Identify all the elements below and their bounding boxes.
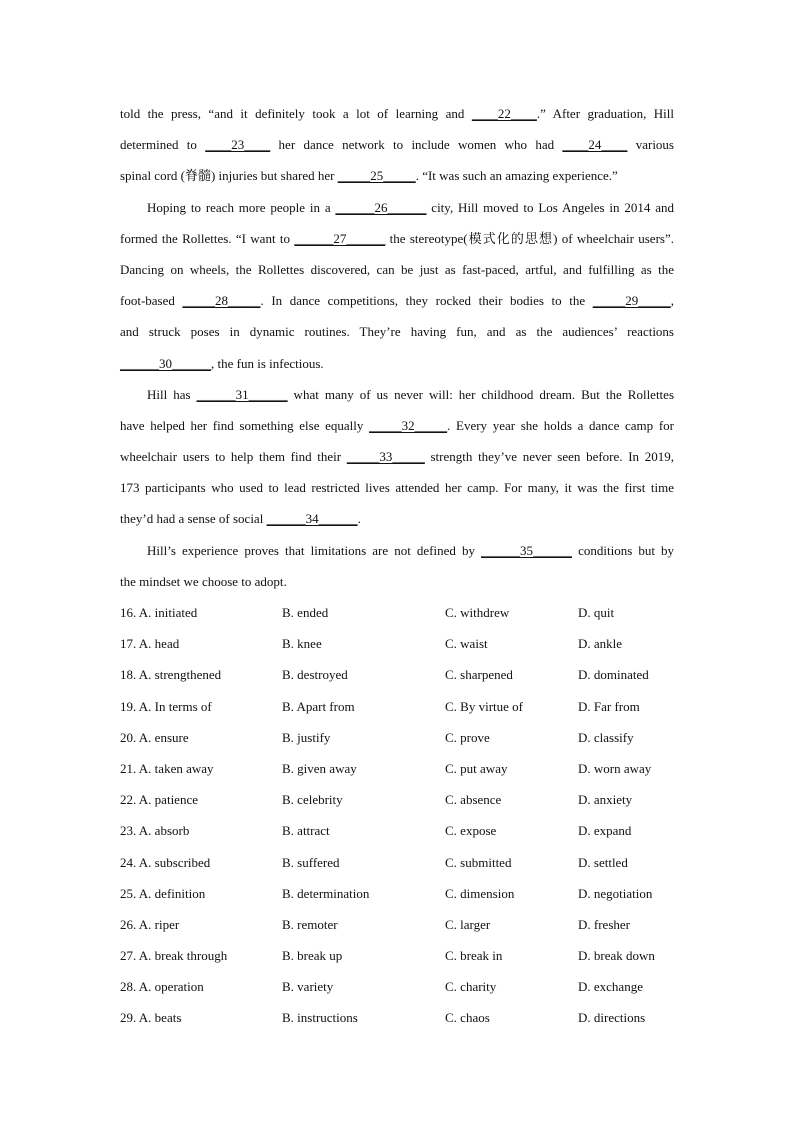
option-d[interactable]: D. anxiety	[578, 792, 633, 808]
text-span: her dance network to include women who had	[270, 137, 563, 153]
question-number: 22.	[120, 792, 137, 808]
option-b[interactable]: B. given away	[282, 760, 357, 776]
option-b[interactable]: B. knee	[282, 636, 322, 652]
option-d[interactable]: D. exchange	[578, 979, 643, 995]
passage-line-5	[120, 223, 674, 254]
passage-line-15	[120, 535, 674, 566]
option-d[interactable]: D. quit	[578, 605, 615, 620]
question-number: 25.	[120, 885, 137, 901]
option-text: A. break through	[138, 948, 228, 964]
option-b[interactable]: B. determination	[282, 885, 370, 901]
option-b[interactable]: B. ended	[282, 605, 329, 620]
option-c[interactable]: C. expose	[445, 823, 497, 839]
text-span: Hill’s experience proves that limitations are not defined by	[147, 542, 482, 558]
option-a[interactable]	[120, 722, 189, 753]
option-row-20	[120, 722, 674, 753]
option-c[interactable]: C. larger	[445, 916, 491, 932]
option-row-29	[120, 1002, 674, 1033]
question-number: 20.	[120, 729, 137, 745]
option-text: A. initiated	[138, 605, 198, 620]
blank-29: _____29_____	[592, 293, 671, 309]
passage-line-8: and struck poses in dynamic routines. They’re having fun, and as the audiences’ reactions	[120, 324, 674, 340]
option-a[interactable]	[120, 628, 179, 659]
option-row-19	[120, 691, 674, 722]
passage-line-13: 173 participants who used to lead restricted lives attended her camp. For many, it was the first time	[120, 480, 674, 496]
text-span: Hoping to reach more people in a	[147, 199, 336, 215]
blank-26: ______26______	[335, 199, 427, 215]
blank-28: _____28_____	[182, 293, 261, 309]
passage-line-6: Dancing on wheels, the Rollettes discovered, can be just as fast-paced, artful, and fulfilling as the	[120, 261, 674, 277]
option-d[interactable]: D. dominated	[578, 667, 649, 683]
option-row-22	[120, 784, 674, 815]
option-text: A. definition	[138, 885, 206, 901]
text-span: have helped her find something else equally	[120, 417, 370, 433]
option-text: A. ensure	[138, 729, 189, 745]
option-c[interactable]: C. dimension	[445, 885, 515, 901]
passage-line-2	[120, 129, 674, 160]
option-c[interactable]: C. chaos	[445, 1010, 490, 1026]
option-c[interactable]: C. withdrew	[445, 605, 510, 620]
option-row-24	[120, 847, 674, 878]
option-a[interactable]	[120, 1002, 181, 1033]
option-text: A. subscribed	[138, 854, 211, 870]
option-text: A. beats	[138, 1010, 182, 1026]
option-row-23	[120, 815, 674, 846]
passage-line-3	[120, 160, 674, 191]
option-b[interactable]: B. destroyed	[282, 667, 348, 683]
blank-34: ______34______	[266, 511, 358, 527]
option-d[interactable]: D. directions	[578, 1010, 646, 1026]
option-c[interactable]: C. break in	[445, 948, 503, 964]
option-row-27	[120, 940, 674, 971]
blank-22: ____22____	[471, 106, 537, 121]
question-number: 27.	[120, 948, 137, 964]
option-text: A. head	[138, 636, 180, 652]
option-d[interactable]: D. classify	[578, 729, 634, 745]
option-a[interactable]	[120, 753, 214, 784]
option-text: A. strengthened	[138, 667, 222, 683]
text-span: spinal cord (脊髓) injuries but shared her	[120, 168, 338, 184]
blank-35: ______35______	[481, 542, 573, 558]
option-d[interactable]: D. negotiation	[578, 885, 653, 901]
option-b[interactable]: B. celebrity	[282, 792, 343, 808]
option-row-28	[120, 971, 674, 1002]
blank-24: ____24____	[562, 137, 628, 153]
option-b[interactable]: B. break up	[282, 948, 343, 964]
option-row-21	[120, 753, 674, 784]
option-b[interactable]: B. suffered	[282, 854, 340, 870]
option-a[interactable]	[120, 878, 205, 909]
option-a[interactable]	[120, 815, 189, 846]
question-number: 19.	[120, 698, 137, 714]
question-number: 18.	[120, 667, 137, 683]
option-row-25	[120, 878, 674, 909]
text-span: wheelchair users to help them find their	[120, 449, 347, 465]
passage-line-4	[120, 192, 674, 223]
passage-line-7	[120, 285, 674, 316]
option-row-18	[120, 659, 674, 690]
option-text: A. In terms of	[138, 698, 212, 714]
option-c[interactable]: C. charity	[445, 979, 497, 995]
question-number: 26.	[120, 916, 137, 932]
text-span: . “It was such an amazing experience.”	[415, 168, 618, 184]
option-a[interactable]	[120, 691, 212, 722]
passage-line-1	[120, 98, 674, 129]
option-d[interactable]: D. Far from	[578, 698, 640, 714]
question-number: 16.	[120, 605, 137, 620]
option-c[interactable]: C. absence	[445, 792, 502, 808]
text-span: , the fun is infectious.	[211, 355, 324, 371]
option-row-26	[120, 909, 674, 940]
text-span: determined to	[120, 137, 206, 153]
option-b[interactable]: B. instructions	[282, 1010, 358, 1026]
blank-31: ______31______	[196, 386, 288, 402]
blank-25: _____25_____	[337, 168, 416, 184]
blank-33: _____33_____	[346, 449, 425, 465]
option-c[interactable]: C. prove	[445, 729, 490, 745]
question-number: 21.	[120, 760, 137, 776]
text-span: they’d had a sense of social	[120, 511, 267, 527]
text-span: . Every year she holds a dance camp for	[447, 417, 674, 433]
option-d[interactable]: D. fresher	[578, 916, 630, 932]
text-span: city, Hill moved to Los Angeles in 2014 and	[426, 199, 674, 215]
option-d[interactable]: D. expand	[578, 823, 632, 839]
option-c[interactable]: C. put away	[445, 760, 508, 776]
option-a[interactable]	[120, 909, 179, 940]
text-span: formed the Rollettes. “I want to	[120, 230, 295, 246]
text-span: .	[357, 511, 361, 527]
text-span: conditions but by	[572, 542, 674, 558]
text-span: Hill has	[147, 386, 197, 402]
blank-32: _____32_____	[369, 417, 448, 433]
blank-27: ______27______	[294, 230, 386, 246]
option-b[interactable]: B. remoter	[282, 916, 338, 932]
text-span: told the press, “and it definitely took a lot of learning and	[120, 106, 472, 121]
passage-line-14	[120, 503, 674, 534]
option-row-17	[120, 628, 674, 659]
option-c[interactable]: C. waist	[445, 636, 488, 652]
option-d[interactable]: D. worn away	[578, 760, 652, 776]
text-span: .” After graduation, Hill	[536, 106, 674, 121]
option-b[interactable]: B. Apart from	[282, 698, 355, 714]
passage-line-16: the mindset we choose to adopt.	[120, 573, 287, 589]
question-number: 29.	[120, 1010, 137, 1026]
text-span: . In dance competitions, they rocked their bodies to the	[260, 293, 593, 309]
passage-line-10	[120, 379, 674, 410]
option-a[interactable]	[120, 847, 210, 878]
option-c[interactable]: C. By virtue of	[445, 698, 523, 714]
option-a[interactable]	[120, 597, 197, 628]
option-row-16	[120, 597, 674, 628]
answer-options	[120, 597, 674, 1034]
passage-line-9	[120, 348, 674, 379]
option-a[interactable]	[120, 784, 198, 815]
text-span: ,	[670, 293, 674, 309]
question-number: 23.	[120, 823, 137, 839]
option-a[interactable]	[120, 971, 204, 1002]
passage-line-11	[120, 410, 674, 441]
option-text: A. riper	[138, 916, 180, 932]
option-d[interactable]: D. settled	[578, 854, 628, 870]
text-span: the stereotype(模式化的思想) of wheelchair users”.	[385, 230, 674, 246]
cloze-passage	[120, 98, 674, 597]
option-b[interactable]: B. attract	[282, 823, 330, 839]
option-text: A. absorb	[138, 823, 190, 839]
option-b[interactable]: B. justify	[282, 729, 331, 745]
blank-23: ____23____	[205, 137, 271, 153]
option-text: A. patience	[138, 792, 198, 808]
text-span: various	[627, 137, 674, 153]
option-d[interactable]: D. ankle	[578, 636, 623, 652]
option-b[interactable]: B. variety	[282, 979, 334, 995]
text-span: strength they’ve never seen before. In 2019,	[424, 449, 674, 465]
question-number: 24.	[120, 854, 137, 870]
option-d[interactable]: D. break down	[578, 948, 655, 964]
passage-line-12	[120, 441, 674, 472]
option-c[interactable]: C. submitted	[445, 854, 512, 870]
question-number: 17.	[120, 636, 137, 652]
question-number: 28.	[120, 979, 137, 995]
option-a[interactable]	[120, 659, 221, 690]
option-c[interactable]: C. sharpened	[445, 667, 513, 683]
option-text: A. taken away	[138, 760, 214, 776]
option-text: A. operation	[138, 979, 204, 995]
text-span: foot-based	[120, 293, 183, 309]
text-span: what many of us never will: her childhood dream. But the Rollettes	[287, 386, 674, 402]
option-a[interactable]	[120, 940, 227, 971]
blank-30: ______30______	[120, 355, 211, 371]
